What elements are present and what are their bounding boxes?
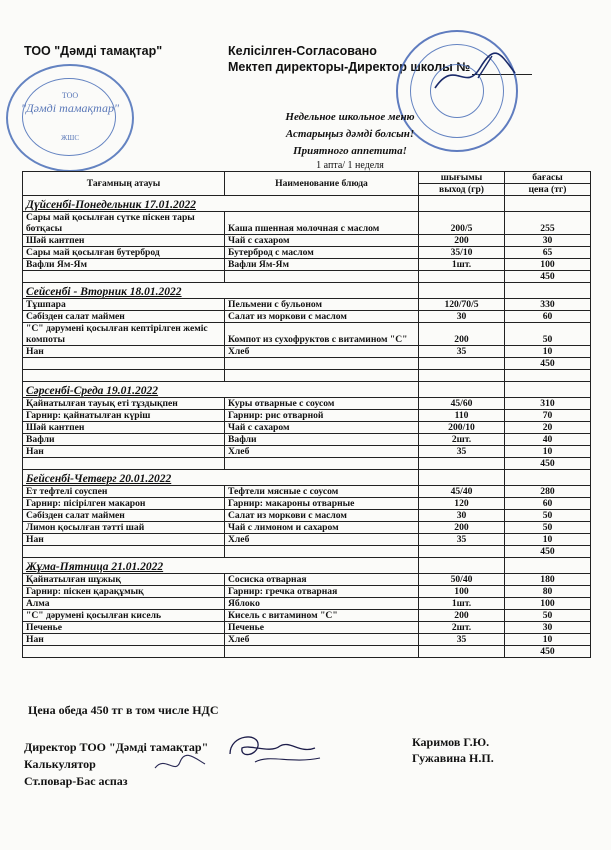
empty-cell <box>23 370 225 382</box>
dish-name-ru: Гарнир: макароны отварные <box>225 498 419 510</box>
day-label: Дүйсенбі-Понедельник 17.01.2022 <box>23 196 419 212</box>
empty-cell <box>225 370 419 382</box>
empty-cell <box>419 370 505 382</box>
school-signature <box>430 48 520 98</box>
dish-name-ru: Хлеб <box>225 346 419 358</box>
company-name: ТОО "Дәмді тамақтар" <box>24 44 163 58</box>
day-row <box>23 470 591 486</box>
dish-name-kz: Гарнир: піскен қарақұмық <box>23 586 225 598</box>
calculator-signature <box>150 750 210 780</box>
dish-yield: 1шт. <box>419 259 505 271</box>
empty-cell <box>419 196 505 212</box>
dish-name-ru: Сосиска отварная <box>225 574 419 586</box>
menu-item-row <box>23 299 591 311</box>
menu-item-row <box>23 522 591 534</box>
menu-item-row <box>23 586 591 598</box>
dish-name-kz: Нан <box>23 534 225 546</box>
dish-yield: 120 <box>419 498 505 510</box>
dish-price: 100 <box>505 259 591 271</box>
empty-cell <box>23 358 225 370</box>
dish-yield: 2шт. <box>419 622 505 634</box>
dish-name-ru: Гарнир: рис отварной <box>225 410 419 422</box>
dish-yield: 35 <box>419 634 505 646</box>
menu-item-row <box>23 398 591 410</box>
dish-name-kz: Нан <box>23 446 225 458</box>
dish-yield: 30 <box>419 510 505 522</box>
day-row <box>23 558 591 574</box>
chef-label: Ст.повар-Бас аспаз <box>24 774 128 788</box>
director-label: Директор ТОО "Дәмді тамақтар" <box>24 740 209 754</box>
dish-name-kz: "С" дәрумені қосылған кептірілген жеміс компоты <box>23 323 225 346</box>
company-stamp: ТОО "Дәмді тамақтар" ЖШС <box>6 64 134 172</box>
dish-price: 30 <box>505 235 591 247</box>
menu-item-row <box>23 598 591 610</box>
empty-cell <box>225 271 419 283</box>
dish-yield: 200/5 <box>419 212 505 235</box>
dish-name-ru: Гарнир: гречка отварная <box>225 586 419 598</box>
empty-cell <box>419 358 505 370</box>
dish-price: 80 <box>505 586 591 598</box>
dish-name-ru: Кисель с витамином "С" <box>225 610 419 622</box>
spacer-row <box>23 370 591 382</box>
col-header-price-unit: цена (тг) <box>505 184 591 196</box>
dish-yield: 120/70/5 <box>419 299 505 311</box>
dish-price: 330 <box>505 299 591 311</box>
director-signature <box>220 724 340 784</box>
empty-cell <box>505 470 591 486</box>
dish-price: 10 <box>505 534 591 546</box>
empty-cell <box>225 646 419 658</box>
menu-item-row <box>23 323 591 346</box>
dish-yield: 35 <box>419 534 505 546</box>
dish-name-kz: Лимон қосылған тәтті шай <box>23 522 225 534</box>
dish-name-ru: Хлеб <box>225 446 419 458</box>
dish-price: 10 <box>505 346 591 358</box>
col-header-yield: шығымы <box>419 172 505 184</box>
approval-label: Келісілген-Согласовано <box>228 44 377 58</box>
empty-cell <box>505 382 591 398</box>
empty-cell <box>23 646 225 658</box>
day-label: Сейсенбі - Вторник 18.01.2022 <box>23 283 419 299</box>
day-total-row <box>23 458 591 470</box>
empty-cell <box>23 546 225 558</box>
dish-yield: 200 <box>419 610 505 622</box>
dish-yield: 45/60 <box>419 398 505 410</box>
dish-name-kz: Шәй кантпен <box>23 235 225 247</box>
empty-cell <box>505 196 591 212</box>
dish-name-ru: Печенье <box>225 622 419 634</box>
dish-name-ru: Хлеб <box>225 534 419 546</box>
dish-yield: 200 <box>419 235 505 247</box>
dish-name-ru: Хлеб <box>225 634 419 646</box>
menu-item-row <box>23 622 591 634</box>
dish-name-ru: Вафли <box>225 434 419 446</box>
dish-name-kz: Қайнатылған шұжық <box>23 574 225 586</box>
day-total: 450 <box>505 271 591 283</box>
empty-cell <box>23 458 225 470</box>
dish-name-ru: Чай с лимоном и сахаром <box>225 522 419 534</box>
dish-price: 10 <box>505 446 591 458</box>
dish-name-ru: Куры отварные с соусом <box>225 398 419 410</box>
menu-item-row <box>23 534 591 546</box>
dish-name-kz: Вафли Ям-Ям <box>23 259 225 271</box>
dish-name-kz: Нан <box>23 346 225 358</box>
dish-name-ru: Яблоко <box>225 598 419 610</box>
dish-name-ru: Салат из моркови с маслом <box>225 311 419 323</box>
dish-yield: 200 <box>419 522 505 534</box>
day-row <box>23 382 591 398</box>
menu-item-row <box>23 574 591 586</box>
dish-name-kz: "С" дәрумені қосылған кисель <box>23 610 225 622</box>
empty-cell <box>419 470 505 486</box>
empty-cell <box>419 382 505 398</box>
menu-item-row <box>23 422 591 434</box>
dish-name-kz: Сары май қосылған бутерброд <box>23 247 225 259</box>
menu-item-row <box>23 259 591 271</box>
menu-item-row <box>23 510 591 522</box>
dish-price: 60 <box>505 311 591 323</box>
dish-name-kz: Ет тефтелі соуспен <box>23 486 225 498</box>
day-total: 450 <box>505 458 591 470</box>
calculator-label: Калькулятор <box>24 757 96 771</box>
dish-price: 40 <box>505 434 591 446</box>
day-total-row <box>23 646 591 658</box>
dish-name-ru: Тефтели мясные с соусом <box>225 486 419 498</box>
empty-cell <box>23 271 225 283</box>
dish-yield: 100 <box>419 586 505 598</box>
empty-cell <box>419 546 505 558</box>
empty-cell <box>419 271 505 283</box>
dish-yield: 1шт. <box>419 598 505 610</box>
dish-yield: 2шт. <box>419 434 505 446</box>
menu-item-row <box>23 634 591 646</box>
day-total-row <box>23 271 591 283</box>
menu-item-row <box>23 434 591 446</box>
dish-yield: 35 <box>419 446 505 458</box>
week-label: 1 апта/ 1 неделя <box>316 160 384 171</box>
day-label: Бейсенбі-Четверг 20.01.2022 <box>23 470 419 486</box>
dish-price: 30 <box>505 622 591 634</box>
empty-cell <box>225 358 419 370</box>
school-director-label: Мектеп директоры-Директор школы № <box>228 60 471 74</box>
dish-name-kz: Сары май қосылған сүтке піскен тары ботқасы <box>23 212 225 235</box>
dish-name-ru: Вафли Ям-Ям <box>225 259 419 271</box>
dish-yield: 110 <box>419 410 505 422</box>
dish-price: 50 <box>505 510 591 522</box>
menu-table <box>22 171 591 658</box>
menu-item-row <box>23 498 591 510</box>
menu-item-row <box>23 410 591 422</box>
empty-cell <box>419 558 505 574</box>
menu-item-row <box>23 346 591 358</box>
dish-price: 50 <box>505 610 591 622</box>
empty-cell <box>419 646 505 658</box>
dish-name-ru: Бутерброд с маслом <box>225 247 419 259</box>
day-row <box>23 196 591 212</box>
empty-cell <box>419 458 505 470</box>
dish-price: 180 <box>505 574 591 586</box>
col-header-price: бағасы <box>505 172 591 184</box>
menu-item-row <box>23 610 591 622</box>
dish-price: 100 <box>505 598 591 610</box>
dish-name-kz: Печенье <box>23 622 225 634</box>
calculator-name: Гужавина Н.П. <box>412 751 494 765</box>
empty-cell <box>419 283 505 299</box>
menu-item-row <box>23 486 591 498</box>
dish-price: 60 <box>505 498 591 510</box>
dish-name-kz: Вафли <box>23 434 225 446</box>
dish-yield: 200 <box>419 323 505 346</box>
day-label: Сәрсенбі-Среда 19.01.2022 <box>23 382 419 398</box>
dish-name-ru: Чай с сахаром <box>225 235 419 247</box>
dish-yield: 45/40 <box>419 486 505 498</box>
dish-name-kz: Алма <box>23 598 225 610</box>
dish-price: 255 <box>505 212 591 235</box>
price-note: Цена обеда 450 тг в том числе НДС <box>28 703 219 717</box>
day-total: 450 <box>505 646 591 658</box>
menu-subtitle: Недельное школьное меню <box>285 111 415 123</box>
dish-name-kz: Гарнир: қайнатылған күріш <box>23 410 225 422</box>
dish-price: 50 <box>505 323 591 346</box>
dish-price: 310 <box>505 398 591 410</box>
dish-price: 280 <box>505 486 591 498</box>
dish-name-ru: Компот из сухофруктов с витамином "С" <box>225 323 419 346</box>
dish-name-kz: Гарнир: пісірілген макарон <box>23 498 225 510</box>
day-total-row <box>23 546 591 558</box>
day-row <box>23 283 591 299</box>
greeting-ru: Приятного аппетита! <box>293 145 407 157</box>
dish-yield: 30 <box>419 311 505 323</box>
empty-cell <box>225 458 419 470</box>
dish-name-ru: Салат из моркови с маслом <box>225 510 419 522</box>
dish-name-kz: Сәбізден салат маймен <box>23 311 225 323</box>
dish-price: 65 <box>505 247 591 259</box>
day-label: Жұма-Пятница 21.01.2022 <box>23 558 419 574</box>
director-name: Каримов Г.Ю. <box>412 735 490 749</box>
menu-item-row <box>23 235 591 247</box>
dish-price: 10 <box>505 634 591 646</box>
menu-item-row <box>23 212 591 235</box>
dish-name-ru: Чай с сахаром <box>225 422 419 434</box>
empty-cell <box>505 558 591 574</box>
day-total: 450 <box>505 546 591 558</box>
day-total-row <box>23 358 591 370</box>
dish-name-kz: Сәбізден салат маймен <box>23 510 225 522</box>
menu-item-row <box>23 247 591 259</box>
dish-price: 20 <box>505 422 591 434</box>
dish-name-kz: Нан <box>23 634 225 646</box>
dish-name-ru: Пельмени с бульоном <box>225 299 419 311</box>
empty-cell <box>505 283 591 299</box>
dish-name-ru: Каша пшенная молочная с маслом <box>225 212 419 235</box>
dish-name-kz: Тұшпара <box>23 299 225 311</box>
dish-price: 70 <box>505 410 591 422</box>
dish-price: 50 <box>505 522 591 534</box>
col-header-yield-unit: выход (гр) <box>419 184 505 196</box>
empty-cell <box>505 370 591 382</box>
menu-item-row <box>23 446 591 458</box>
dish-yield: 200/10 <box>419 422 505 434</box>
col-header-kz: Тағамның атауы <box>23 172 225 196</box>
dish-yield: 50/40 <box>419 574 505 586</box>
empty-cell <box>225 546 419 558</box>
dish-name-kz: Шәй кантпен <box>23 422 225 434</box>
dish-yield: 35/10 <box>419 247 505 259</box>
greeting-kz: Астарыңыз дәмді болсын! <box>285 128 415 140</box>
menu-item-row <box>23 311 591 323</box>
dish-yield: 35 <box>419 346 505 358</box>
dish-name-kz: Қайнатылған тауық еті тұздықпен <box>23 398 225 410</box>
day-total: 450 <box>505 358 591 370</box>
col-header-ru: Наименование блюда <box>225 172 419 196</box>
